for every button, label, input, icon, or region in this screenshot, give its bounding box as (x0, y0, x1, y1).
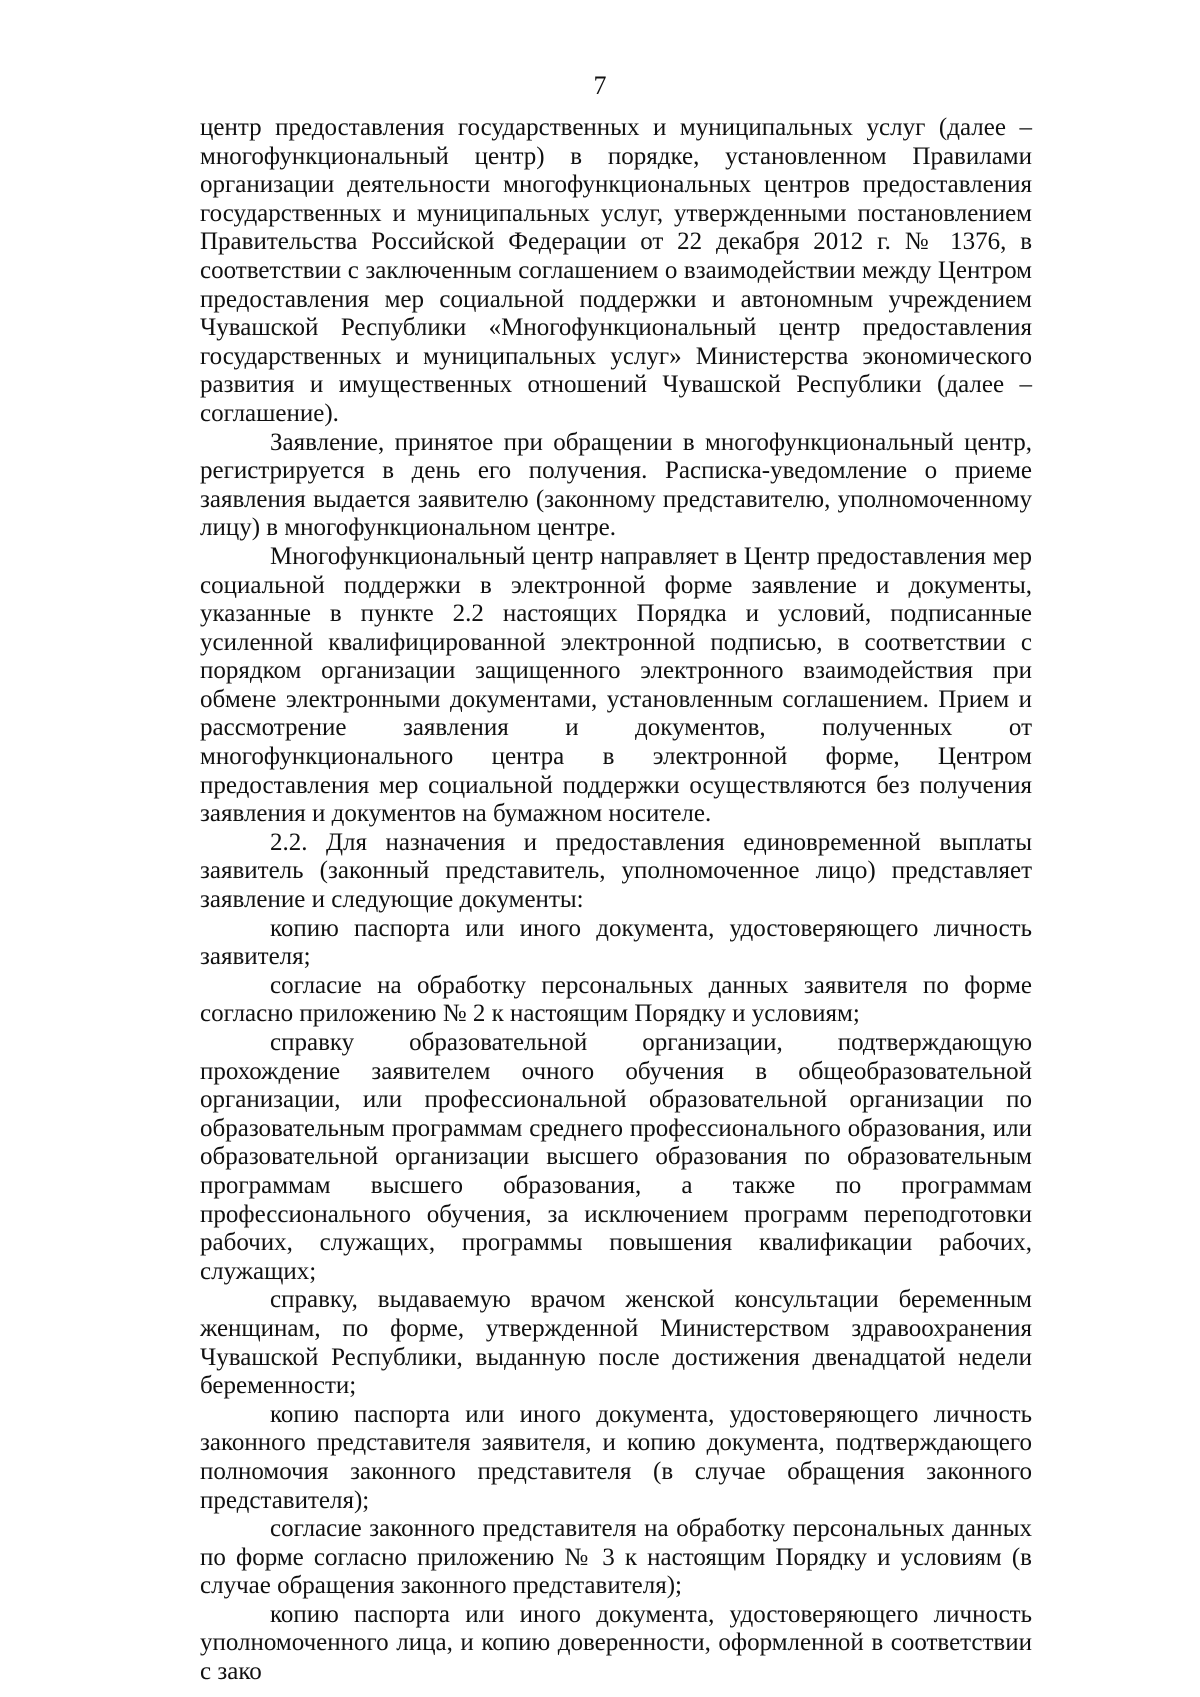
document-body (200, 114, 1032, 1687)
paragraph-mfc-electronic-submission: Многофункциональный центр направляет в Центр предоставления мер социальной поддержки в электронной форме заявление и документы, указанные в пункте 2.2 настоящих Порядка и условий, подписанные усиленной квалифицированной электронной подписью, в соответствии с порядком организации защищенного электронного взаимодействия при обмене электронными документами, установленным соглашением. Прием и рассмотрение заявления и документов, полученных от многофункционального центра в электронной форме, Центром предоставления мер социальной поддержки осуществляются без получения заявления и документов на бумажном носителе. (200, 542, 1032, 828)
list-item-legal-representative-consent: согласие законного представителя на обработку персональных данных по форме согласно приложению № 3 к настоящим Порядку и условиям (в случае обращения законного представителя); (200, 1515, 1032, 1600)
list-item-legal-representative-passport: копию паспорта или иного документа, удостоверяющего личность законного представителя заявителя, и копию документа, подтверждающего полномочия законного представителя (в случае обращения законного представителя); (200, 1400, 1032, 1514)
list-item-pregnancy-certificate: справку, выдаваемую врачом женской консультации беременным женщинам, по форме, утвержденной Министерством здравоохранения Чувашской Республики, выданную после достижения двенадцатой недели беременности; (200, 1286, 1032, 1400)
list-item-education-certificate: справку образовательной организации, подтверждающую прохождение заявителем очного обучения в общеобразовательной организации, или профессиональной образовательной организации по образовательным программам среднего профессионального образования, или образовательной организации высшего образования по образовательным программам высшего образования, а также по программам профессионального обучения, за исключением программ переподготовки рабочих, служащих, программы повышения квалификации рабочих, служащих; (200, 1029, 1032, 1285)
list-item-applicant-consent: согласие на обработку персональных данных заявителя по форме согласно приложению № 2 к настоящим Порядку и условиям; (200, 971, 1032, 1028)
list-item-authorized-person-passport: копию паспорта или иного документа, удостоверяющего личность уполномоченного лица, и копию доверенности, оформленной в соответствии с зако (200, 1600, 1032, 1686)
paragraph-application-registration: Заявление, принятое при обращении в многофункциональный центр, регистрируется в день его получения. Расписка-уведомление о приеме заявления выдается заявителю (законному представителю, уполномоченному лицу) в многофункциональном центре. (200, 428, 1032, 542)
paragraph-section-2-2: 2.2. Для назначения и предоставления единовременной выплаты заявитель (законный представитель, уполномоченное лицо) представляет заявление и следующие документы: (200, 828, 1032, 914)
list-item-applicant-passport: копию паспорта или иного документа, удостоверяющего личность заявителя; (200, 914, 1032, 971)
paragraph-mfc-procedure: центр предоставления государственных и муниципальных услуг (далее – многофункциональный центр) в порядке, установленном Правилами организации деятельности многофункциональных центров предоставления государственных и муниципальных услуг, утвержденными постановлением Правительства Российской Федерации от 22 декабря 2012 г. № 1376, в соответствии с заключенным соглашением о взаимодействии между Центром предоставления мер социальной поддержки и автономным учреждением Чувашской Республики «Многофункциональный центр предоставления государственных и муниципальных услуг» Министерства экономического развития и имущественных отношений Чувашской Республики (далее – соглашение). (200, 114, 1032, 427)
page-number: 7 (593, 71, 607, 100)
